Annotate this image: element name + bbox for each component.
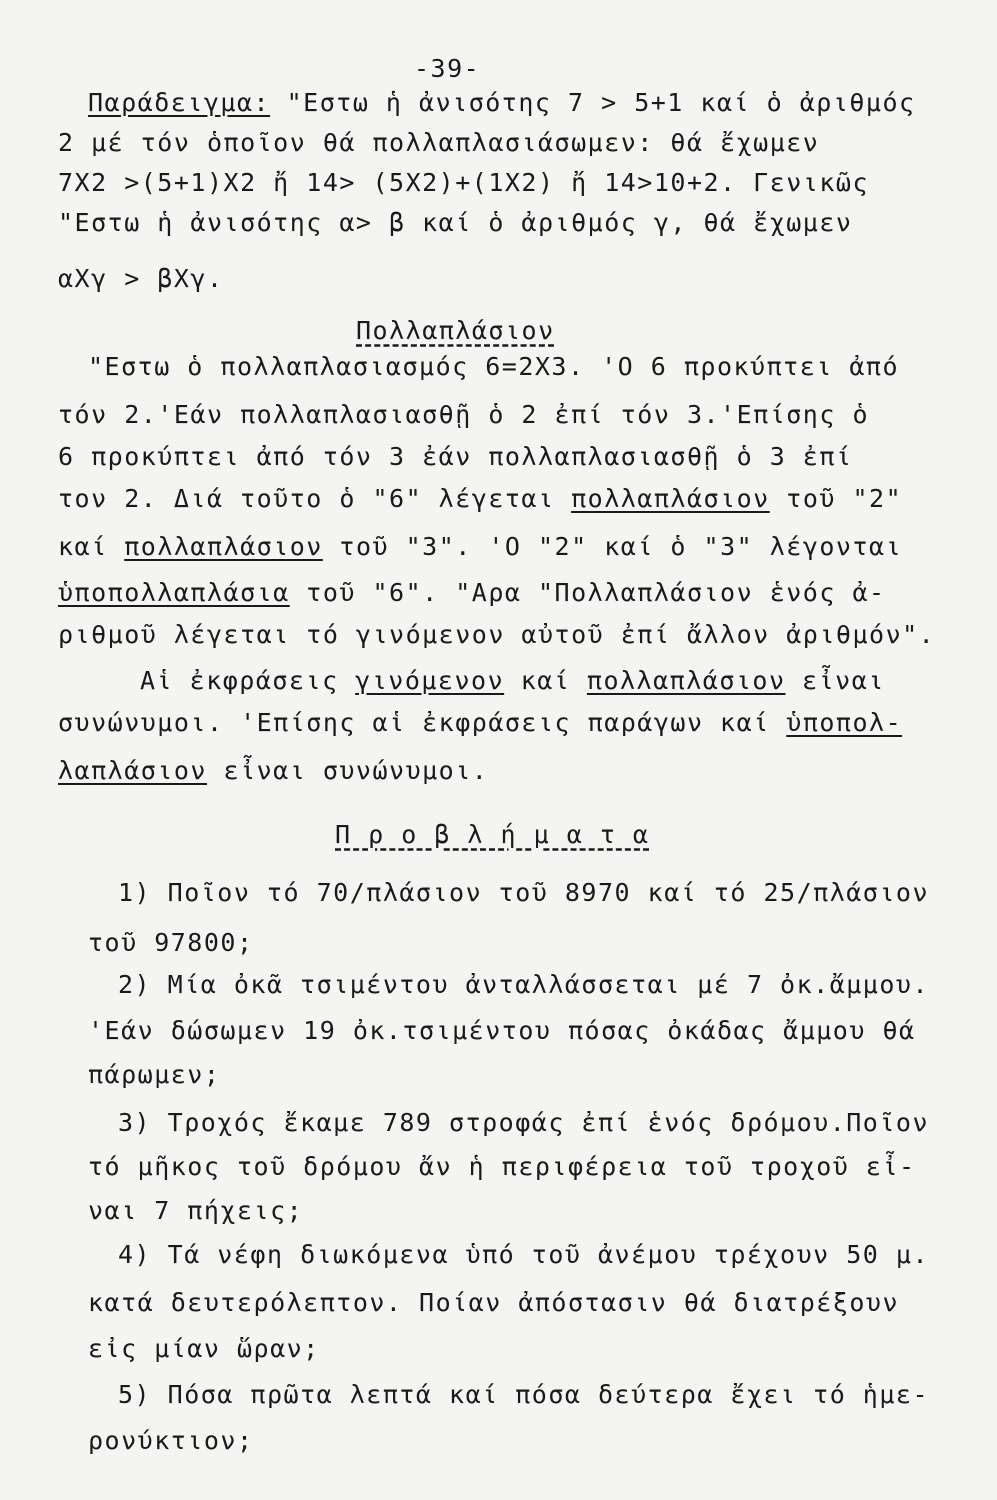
section1-line-2: τόν 2.'Εάν πολλαπλασιασθῇ ὁ 2 ἐπί τόν 3.'Επίσης ὁ [58,400,870,429]
section1-line-3: 6 προκύπτει ἀπό τόν 3 ἐάν πολλαπλασιασθῇ ὁ 3 ἐπί [58,442,853,471]
page-number: -39- [414,54,481,83]
section1-line-6-underlined: ὑποπολλαπλάσια [58,578,290,607]
section1-line-8-a: Αἱ ἐκφράσεις [140,666,356,695]
section1-line-4 [58,484,902,514]
example-label: Παράδειγμα: [88,88,271,117]
section1-line-6-b: τοῦ "6". "Αρα "Πολλαπλάσιον ἑνός ἀ- [289,578,886,607]
problem-4-line-3: εἰς μίαν ὥραν; [88,1334,320,1363]
section1-line-4-underlined: πολλαπλάσιον [571,484,770,513]
section1-line-10-b: εἶναι συνώνυμοι. [206,756,489,785]
section1-line-5 [58,532,902,562]
section1-line-8-b: καί [504,666,587,695]
example-line-5: αΧγ > βΧγ. [58,264,224,293]
section-heading-problems-text: Π ρ ο β λ ή μ α τ α [335,820,650,849]
section-heading-multiple [356,316,555,346]
section1-line-10 [58,756,488,786]
problem-2-line-2: 'Εάν δώσωμεν 19 ὀκ.τσιμέντου πόσας ὀκάδας ἄμμου θά [88,1016,916,1045]
example-line-1-text: "Εστω ἡ ἀνισότης 7 > 5+1 καί ὁ ἀριθμός [270,88,916,117]
problem-5-line-2: ρονύκτιον; [88,1426,254,1455]
problem-5-line-1: 5) Πόσα πρῶτα λεπτά καί πόσα δεύτερα ἔχει τό ἡμε- [118,1380,930,1409]
section1-line-5-b: τοῦ "3". 'Ο "2" καί ὁ "3" λέγονται [322,532,903,561]
section1-line-10-underlined: λαπλάσιον [58,756,207,785]
section1-line-5-a: καί [58,532,125,561]
section1-line-8-underlined-2: πολλαπλάσιον [586,666,786,695]
section1-line-9-underlined: ὑποπολ- [786,708,903,737]
section1-line-9 [58,708,902,738]
problem-4-line-2: κατά δευτερόλεπτον. Ποίαν ἀπόστασιν θά διατρέξουν [88,1288,900,1317]
problem-1-line-1: 1) Ποῖον τό 70/πλάσιον τοῦ 8970 καί τό 25/πλάσιον [118,878,930,907]
problem-3-line-1: 3) Τροχός ἔκαμε 789 στροφάς ἐπί ἑνός δρόμου.Ποῖον [118,1108,930,1137]
example-line-3: 7Χ2 >(5+1)Χ2 ἤ 14> (5Χ2)+(1Χ2) ἤ 14>10+2. Γενικῶς [58,168,870,197]
section1-line-4-a: τον 2. Διά τοῦτο ὁ "6" λέγεται [58,484,572,513]
problem-2-line-3: πάρωμεν; [88,1060,221,1089]
example-line-1 [88,88,916,118]
section1-line-6 [58,578,886,608]
problem-3-line-2: τό μῆκος τοῦ δρόμου ἄν ἡ περιφέρεια τοῦ τροχοῦ εἶ- [88,1152,916,1181]
section1-line-9-a: συνώνυμοι. 'Επίσης αἱ ἐκφράσεις παράγων καί [58,708,787,737]
problem-4-line-1: 4) Τά νέφη διωκόμενα ὑπό τοῦ ἀνέμου τρέχουν 50 μ. [118,1240,930,1269]
problem-2-line-1: 2) Μία ὀκᾶ τσιμέντου ἀνταλλάσσεται μέ 7 ὀκ.ἄμμου. [118,970,930,999]
problem-1-line-2: τοῦ 97800; [88,928,254,957]
section1-line-8 [140,666,885,696]
problem-3-line-3: ναι 7 πήχεις; [88,1196,304,1225]
section1-line-8-c: εἶναι [785,666,885,695]
example-line-2: 2 μέ τόν ὁποῖον θά πολλαπλασιάσωμεν: θά ἔχωμεν [58,128,820,157]
section1-line-4-b: τοῦ "2" [769,484,903,513]
section-heading-problems [335,820,649,850]
section1-line-5-underlined: πολλαπλάσιον [124,532,323,561]
section1-line-1: "Εστω ὁ πολλαπλασιασμός 6=2Χ3. 'Ο 6 προκύπτει ἀπό [88,352,900,381]
section1-line-8-underlined-1: γινόμενον [355,666,505,695]
example-line-4: "Εστω ἡ ἀνισότης α> β καί ὁ ἀριθμός γ, θά ἔχωμεν [58,208,853,237]
section-heading-multiple-text: Πολλαπλάσιον [356,316,555,345]
section1-line-7: ριθμοῦ λέγεται τό γινόμενον αὐτοῦ ἐπί ἄλλον ἀριθμόν". [58,620,936,649]
